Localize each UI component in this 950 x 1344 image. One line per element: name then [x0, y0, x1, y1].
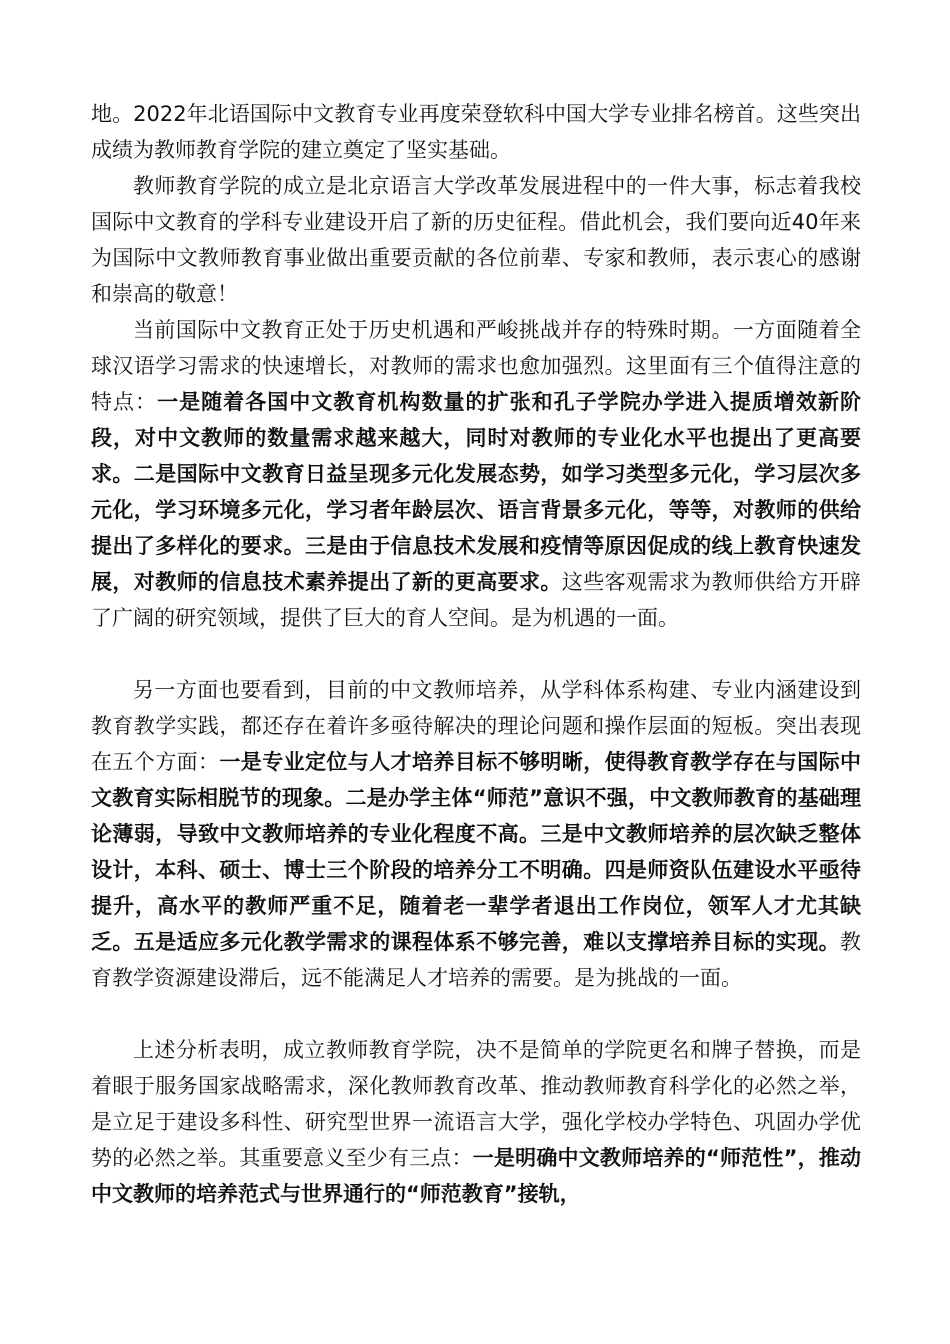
paragraph-5 — [91, 1032, 861, 1212]
paragraph-5-text-intro: 上述分析表明，成立教师教育学院，决不是简单的学院更名和牌子替换，而是着眼于服务国家战略需求，深化教师教育改革、推动教师教育科学化的必然之举，是立足于建设多科性、研究型世界一流语言大学，强化学校办学特色、巩固办学优势的必然之举。其重要意义至少有三点： — [91, 1038, 861, 1170]
paragraph-4 — [91, 672, 861, 996]
paragraph-3-text-intro: 当前国际中文教育正处于历史机遇和严峻挑战并存的特殊时期。一方面随着全球汉语学习需求的快速增长，对教师的需求也愈加强烈。这里面有三个值得注意的特点： — [91, 318, 861, 414]
paragraph-4-text-intro: 另一方面也要看到，目前的中文教师培养，从学科体系构建、专业内涵建设到教育教学实践，都还存在着许多亟待解决的理论问题和操作层面的短板。突出表现在五个方面： — [91, 678, 861, 774]
paragraph-1 — [91, 96, 861, 168]
paragraph-2 — [91, 168, 861, 312]
paragraph-3 — [91, 312, 861, 636]
paragraph-4-text-outro: 教育教学资源建设滞后，远不能满足人才培养的需要。是为挑战的一面。 — [91, 930, 861, 990]
paragraph-4-text-bold: 一是专业定位与人才培养目标不够明晰，使得教育教学存在与国际中文教育实际相脱节的现象。二是办学主体“师范”意识不强，中文教师教育的基础理论薄弱，导致中文教师培养的专业化程度不高。三是中文教师培养的层次缺乏整体设计，本科、硕士、博士三个阶段的培养分工不明确。四是师资队伍建设水平亟待提升，高水平的教师严重不足，随着老一辈学者退出工作岗位，领军人才尤其缺乏。五是适应多元化教学需求的课程体系不够完善，难以支撑培养目标的实现。 — [91, 750, 862, 954]
paragraph-1-text: 地。2022年北语国际中文教育专业再度荣登软科中国大学专业排名榜首。这些突出成绩为教师教育学院的建立奠定了坚实基础。 — [91, 102, 861, 162]
paragraph-3-text-bold: 一是随着各国中文教育机构数量的扩张和孔子学院办学进入提质增效新阶段，对中文教师的数量需求越来越大，同时对教师的专业化水平也提出了更高要求。二是国际中文教育日益呈现多元化发展态势，如学习类型多元化，学习层次多元化，学习环境多元化，学习者年龄层次、语言背景多元化，等等，对教师的供给提出了多样化的要求。三是由于信息技术发展和疫情等原因促成的线上教育快速发展，对教师的信息技术素养提出了新的更高要求。 — [91, 390, 862, 594]
paragraph-5-text-bold: 一是明确中文教师培养的“师范性”，推动中文教师的培养范式与世界通行的“师范教育”接轨， — [91, 1146, 862, 1206]
paragraph-2-text: 教师教育学院的成立是北京语言大学改革发展进程中的一件大事，标志着我校国际中文教育的学科专业建设开启了新的历史征程。借此机会，我们要向近40年来为国际中文教师教育事业做出重要贡献的各位前辈、专家和教师，表示衷心的感谢和崇高的敬意！ — [91, 174, 861, 306]
paragraph-3-text-outro: 这些客观需求为教师供给方开辟了广阔的研究领域，提供了巨大的育人空间。是为机遇的一面。 — [91, 570, 862, 630]
